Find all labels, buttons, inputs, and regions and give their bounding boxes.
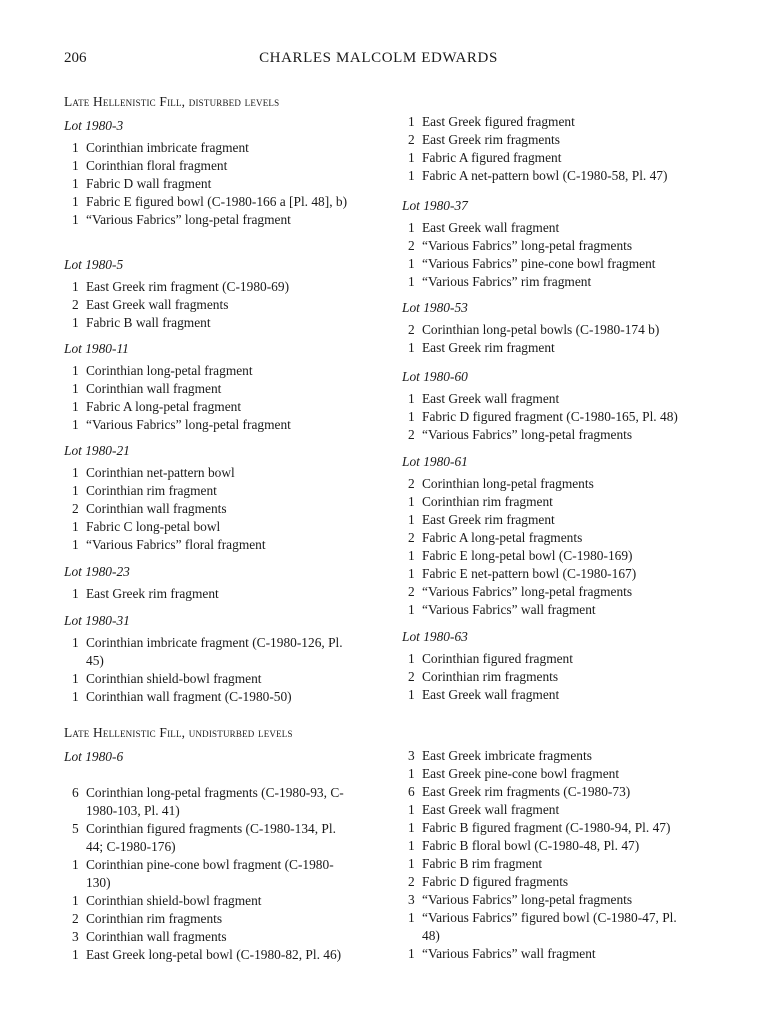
item-text: Fabric A net-pattern bowl (C-1980-58, Pl. 47) bbox=[422, 168, 668, 183]
item-text: Corinthian wall fragments bbox=[86, 929, 227, 944]
list-item bbox=[402, 945, 732, 963]
item-text: Corinthian wall fragments bbox=[86, 501, 227, 516]
item-text: “Various Fabrics” long-petal fragment bbox=[86, 212, 291, 227]
list-item bbox=[402, 273, 732, 291]
item-quantity: 2 bbox=[408, 530, 415, 545]
item-text: Fabric E net-pattern bowl (C-1980-167) bbox=[422, 566, 637, 581]
lot-title: Lot 1980-60 bbox=[402, 369, 468, 384]
list-item bbox=[64, 482, 364, 500]
list-item bbox=[402, 583, 732, 601]
item-text: Fabric C long-petal bowl bbox=[86, 519, 221, 534]
list-item bbox=[402, 237, 732, 255]
item-text: Corinthian net-pattern bowl bbox=[86, 465, 235, 480]
item-text: East Greek rim fragment bbox=[422, 512, 555, 527]
item-quantity: 5 bbox=[72, 821, 79, 836]
item-quantity: 1 bbox=[408, 512, 415, 527]
item-text: East Greek wall fragments bbox=[86, 297, 229, 312]
list-item bbox=[64, 296, 364, 314]
list-item bbox=[402, 686, 732, 704]
list-item bbox=[402, 408, 732, 426]
list-item bbox=[64, 500, 364, 518]
list-item bbox=[402, 565, 732, 583]
item-quantity: 1 bbox=[72, 519, 79, 534]
lot-1980-37 bbox=[402, 197, 732, 291]
list-item bbox=[64, 820, 360, 856]
item-text: Fabric B figured fragment (C-1980-94, Pl. 47) bbox=[422, 820, 671, 835]
item-quantity: 1 bbox=[408, 856, 415, 871]
item-quantity: 2 bbox=[408, 584, 415, 599]
item-quantity: 1 bbox=[408, 494, 415, 509]
item-text: “Various Fabrics” long-petal fragments bbox=[422, 427, 633, 442]
item-quantity: 1 bbox=[72, 315, 79, 330]
running-head: CHARLES MALCOLM EDWARDS bbox=[259, 50, 498, 66]
item-text: Corinthian figured fragment bbox=[422, 651, 573, 666]
item-quantity: 1 bbox=[72, 635, 79, 650]
item-quantity: 1 bbox=[72, 671, 79, 686]
item-quantity: 1 bbox=[408, 687, 415, 702]
item-text: Corinthian long-petal fragment bbox=[86, 363, 253, 378]
item-quantity: 1 bbox=[408, 409, 415, 424]
list-item bbox=[64, 670, 364, 688]
item-text: Corinthian long-petal fragments bbox=[422, 476, 594, 491]
item-text: Fabric D figured fragment (C-1980-165, Pl. 48) bbox=[422, 409, 678, 424]
item-text: Fabric B wall fragment bbox=[86, 315, 211, 330]
list-item bbox=[64, 634, 357, 670]
item-quantity: 2 bbox=[408, 874, 415, 889]
list-item bbox=[402, 113, 732, 131]
list-item bbox=[64, 910, 374, 928]
list-item bbox=[64, 314, 364, 332]
item-quantity: 1 bbox=[72, 689, 79, 704]
item-quantity: 1 bbox=[408, 802, 415, 817]
item-text: Corinthian wall fragment (C-1980-50) bbox=[86, 689, 292, 704]
item-quantity: 1 bbox=[72, 176, 79, 191]
item-quantity: 1 bbox=[408, 150, 415, 165]
item-text: Fabric A figured fragment bbox=[422, 150, 562, 165]
item-quantity: 1 bbox=[72, 893, 79, 908]
list-item bbox=[402, 390, 732, 408]
list-item bbox=[402, 801, 732, 819]
continuation-list bbox=[402, 747, 732, 963]
lot-1980-5 bbox=[64, 256, 364, 332]
item-quantity: 1 bbox=[408, 766, 415, 781]
lot-title: Lot 1980-11 bbox=[64, 341, 129, 356]
item-text: “Various Fabrics” figured bowl (C-1980-47, Pl. 48) bbox=[422, 910, 677, 943]
lot-title: Lot 1980-63 bbox=[402, 629, 468, 644]
lot-1980-60 bbox=[402, 368, 732, 444]
list-item bbox=[402, 819, 732, 837]
item-text: “Various Fabrics” wall fragment bbox=[422, 946, 596, 961]
list-item bbox=[402, 909, 688, 945]
item-text: Corinthian rim fragment bbox=[422, 494, 553, 509]
lot-title: Lot 1980-3 bbox=[64, 118, 124, 133]
item-quantity: 6 bbox=[72, 785, 79, 800]
list-item bbox=[402, 339, 732, 357]
list-item bbox=[64, 856, 338, 892]
item-quantity: 1 bbox=[408, 602, 415, 617]
item-text: Fabric A long-petal fragments bbox=[422, 530, 583, 545]
item-quantity: 1 bbox=[72, 399, 79, 414]
list-item bbox=[402, 321, 732, 339]
list-item bbox=[402, 167, 732, 185]
list-item bbox=[64, 362, 364, 380]
list-item bbox=[402, 131, 732, 149]
item-text: East Greek rim fragment bbox=[422, 340, 555, 355]
list-item bbox=[402, 855, 732, 873]
item-quantity: 1 bbox=[72, 279, 79, 294]
item-quantity: 6 bbox=[408, 784, 415, 799]
list-item bbox=[402, 873, 732, 891]
item-quantity: 1 bbox=[408, 946, 415, 961]
item-text: Corinthian floral fragment bbox=[86, 158, 228, 173]
list-item bbox=[402, 219, 732, 237]
lot-1980-61 bbox=[402, 453, 732, 619]
item-text: Corinthian long-petal fragments (C-1980-93, C-1980-103, Pl. 41) bbox=[86, 785, 344, 818]
list-item bbox=[402, 529, 732, 547]
item-text: “Various Fabrics” long-petal fragments bbox=[422, 238, 633, 253]
list-item bbox=[402, 668, 732, 686]
item-text: Fabric E figured bowl (C-1980-166 a [Pl. 48], b) bbox=[86, 194, 348, 209]
item-text: Fabric B floral bowl (C-1980-48, Pl. 47) bbox=[422, 838, 640, 853]
item-text: “Various Fabrics” long-petal fragments bbox=[422, 892, 633, 907]
item-quantity: 1 bbox=[72, 586, 79, 601]
item-quantity: 2 bbox=[408, 427, 415, 442]
item-quantity: 1 bbox=[408, 168, 415, 183]
list-item bbox=[402, 650, 732, 668]
continuation-list bbox=[402, 113, 732, 185]
item-text: East Greek wall fragment bbox=[422, 802, 560, 817]
lot-title: Lot 1980-6 bbox=[64, 749, 124, 764]
item-quantity: 2 bbox=[408, 132, 415, 147]
item-text: Corinthian rim fragment bbox=[86, 483, 217, 498]
list-item bbox=[402, 765, 732, 783]
item-quantity: 1 bbox=[72, 194, 79, 209]
lot-1980-31 bbox=[64, 612, 364, 706]
lot-1980-53 bbox=[402, 299, 732, 357]
item-quantity: 1 bbox=[408, 566, 415, 581]
item-quantity: 1 bbox=[72, 537, 79, 552]
item-quantity: 2 bbox=[72, 911, 79, 926]
item-quantity: 2 bbox=[72, 501, 79, 516]
list-item bbox=[64, 380, 364, 398]
item-text: East Greek wall fragment bbox=[422, 391, 560, 406]
lot-title: Lot 1980-53 bbox=[402, 300, 468, 315]
item-quantity: 1 bbox=[72, 381, 79, 396]
item-text: Corinthian shield-bowl fragment bbox=[86, 893, 262, 908]
item-text: “Various Fabrics” long-petal fragment bbox=[86, 417, 291, 432]
item-text: Fabric D wall fragment bbox=[86, 176, 212, 191]
lot-title: Lot 1980-5 bbox=[64, 257, 124, 272]
item-text: Fabric B rim fragment bbox=[422, 856, 543, 871]
item-quantity: 1 bbox=[72, 465, 79, 480]
lot-1980-6 bbox=[64, 748, 374, 964]
item-quantity: 1 bbox=[408, 391, 415, 406]
item-quantity: 1 bbox=[408, 651, 415, 666]
list-item bbox=[64, 892, 374, 910]
item-text: Fabric A long-petal fragment bbox=[86, 399, 242, 414]
list-item bbox=[64, 278, 364, 296]
item-quantity: 1 bbox=[408, 274, 415, 289]
item-text: Corinthian figured fragments (C-1980-134, Pl. 44; C-1980-176) bbox=[86, 821, 336, 854]
item-quantity: 1 bbox=[72, 417, 79, 432]
item-quantity: 1 bbox=[408, 820, 415, 835]
item-quantity: 1 bbox=[72, 212, 79, 227]
list-item bbox=[402, 891, 732, 909]
lot-title: Lot 1980-21 bbox=[64, 443, 130, 458]
item-quantity: 1 bbox=[408, 256, 415, 271]
list-item bbox=[64, 688, 364, 706]
list-item bbox=[402, 493, 732, 511]
list-item bbox=[64, 139, 364, 157]
item-text: East Greek wall fragment bbox=[422, 687, 560, 702]
item-text: Corinthian long-petal bowls (C-1980-174 b) bbox=[422, 322, 660, 337]
item-text: East Greek imbricate fragments bbox=[422, 748, 592, 763]
list-item bbox=[402, 426, 732, 444]
list-item bbox=[64, 464, 364, 482]
list-item bbox=[64, 518, 364, 536]
item-text: “Various Fabrics” floral fragment bbox=[86, 537, 266, 552]
item-text: East Greek rim fragments (C-1980-73) bbox=[422, 784, 631, 799]
item-text: “Various Fabrics” rim fragment bbox=[422, 274, 592, 289]
item-text: “Various Fabrics” long-petal fragments bbox=[422, 584, 633, 599]
list-item bbox=[64, 211, 364, 229]
item-text: Corinthian rim fragments bbox=[86, 911, 223, 926]
section-heading-disturbed: Late Hellenistic Fill, disturbed levels bbox=[64, 94, 280, 109]
list-item bbox=[402, 837, 732, 855]
item-text: Fabric D figured fragments bbox=[422, 874, 569, 889]
item-text: East Greek rim fragment bbox=[86, 586, 219, 601]
item-text: Corinthian imbricate fragment bbox=[86, 140, 249, 155]
item-quantity: 1 bbox=[408, 220, 415, 235]
item-quantity: 1 bbox=[72, 158, 79, 173]
list-item bbox=[64, 175, 364, 193]
item-text: Corinthian pine-cone bowl fragment (C-1980-130) bbox=[86, 857, 334, 890]
item-text: Corinthian rim fragments bbox=[422, 669, 559, 684]
list-item bbox=[64, 398, 364, 416]
item-text: East Greek pine-cone bowl fragment bbox=[422, 766, 620, 781]
item-text: East Greek wall fragment bbox=[422, 220, 560, 235]
item-quantity: 1 bbox=[408, 340, 415, 355]
list-item bbox=[402, 601, 732, 619]
item-quantity: 1 bbox=[72, 483, 79, 498]
item-text: East Greek rim fragment (C-1980-69) bbox=[86, 279, 290, 294]
item-text: Fabric E long-petal bowl (C-1980-169) bbox=[422, 548, 633, 563]
lot-1980-63 bbox=[402, 628, 732, 704]
item-text: East Greek figured fragment bbox=[422, 114, 575, 129]
lot-title: Lot 1980-23 bbox=[64, 564, 130, 579]
list-item bbox=[402, 511, 732, 529]
item-quantity: 3 bbox=[408, 892, 415, 907]
item-quantity: 2 bbox=[408, 476, 415, 491]
list-item bbox=[402, 475, 732, 493]
item-text: “Various Fabrics” pine-cone bowl fragment bbox=[422, 256, 656, 271]
item-text: East Greek long-petal bowl (C-1980-82, Pl. 46) bbox=[86, 947, 342, 962]
item-quantity: 1 bbox=[408, 114, 415, 129]
lot-title: Lot 1980-61 bbox=[402, 454, 468, 469]
list-item bbox=[64, 585, 364, 603]
list-item bbox=[64, 416, 364, 434]
item-quantity: 1 bbox=[408, 838, 415, 853]
list-item bbox=[402, 783, 732, 801]
list-item bbox=[64, 193, 362, 211]
list-item bbox=[402, 149, 732, 167]
list-item bbox=[64, 946, 374, 964]
item-quantity: 3 bbox=[408, 748, 415, 763]
list-item bbox=[64, 536, 364, 554]
lot-title: Lot 1980-37 bbox=[402, 198, 468, 213]
list-item bbox=[64, 157, 364, 175]
item-text: “Various Fabrics” wall fragment bbox=[422, 602, 596, 617]
item-quantity: 2 bbox=[408, 669, 415, 684]
item-quantity: 2 bbox=[408, 238, 415, 253]
item-quantity: 1 bbox=[408, 910, 415, 925]
section-heading-undisturbed: Late Hellenistic Fill, undisturbed levels bbox=[64, 725, 293, 740]
lot-1980-21 bbox=[64, 442, 364, 554]
item-quantity: 1 bbox=[72, 363, 79, 378]
lot-1980-23 bbox=[64, 563, 364, 603]
page-number: 206 bbox=[64, 50, 87, 66]
item-text: Corinthian shield-bowl fragment bbox=[86, 671, 262, 686]
item-text: Corinthian imbricate fragment (C-1980-126, Pl. 45) bbox=[86, 635, 343, 668]
lot-title: Lot 1980-31 bbox=[64, 613, 130, 628]
item-quantity: 1 bbox=[408, 548, 415, 563]
item-quantity: 2 bbox=[408, 322, 415, 337]
lot-1980-11 bbox=[64, 340, 364, 434]
item-quantity: 1 bbox=[72, 857, 79, 872]
item-quantity: 1 bbox=[72, 947, 79, 962]
list-item bbox=[64, 928, 374, 946]
item-quantity: 3 bbox=[72, 929, 79, 944]
list-item bbox=[402, 547, 732, 565]
item-quantity: 2 bbox=[72, 297, 79, 312]
list-item bbox=[402, 747, 732, 765]
lot-1980-3 bbox=[64, 117, 364, 229]
item-quantity: 1 bbox=[72, 140, 79, 155]
list-item bbox=[64, 784, 360, 820]
item-text: East Greek rim fragments bbox=[422, 132, 560, 147]
list-item bbox=[402, 255, 732, 273]
item-text: Corinthian wall fragment bbox=[86, 381, 222, 396]
